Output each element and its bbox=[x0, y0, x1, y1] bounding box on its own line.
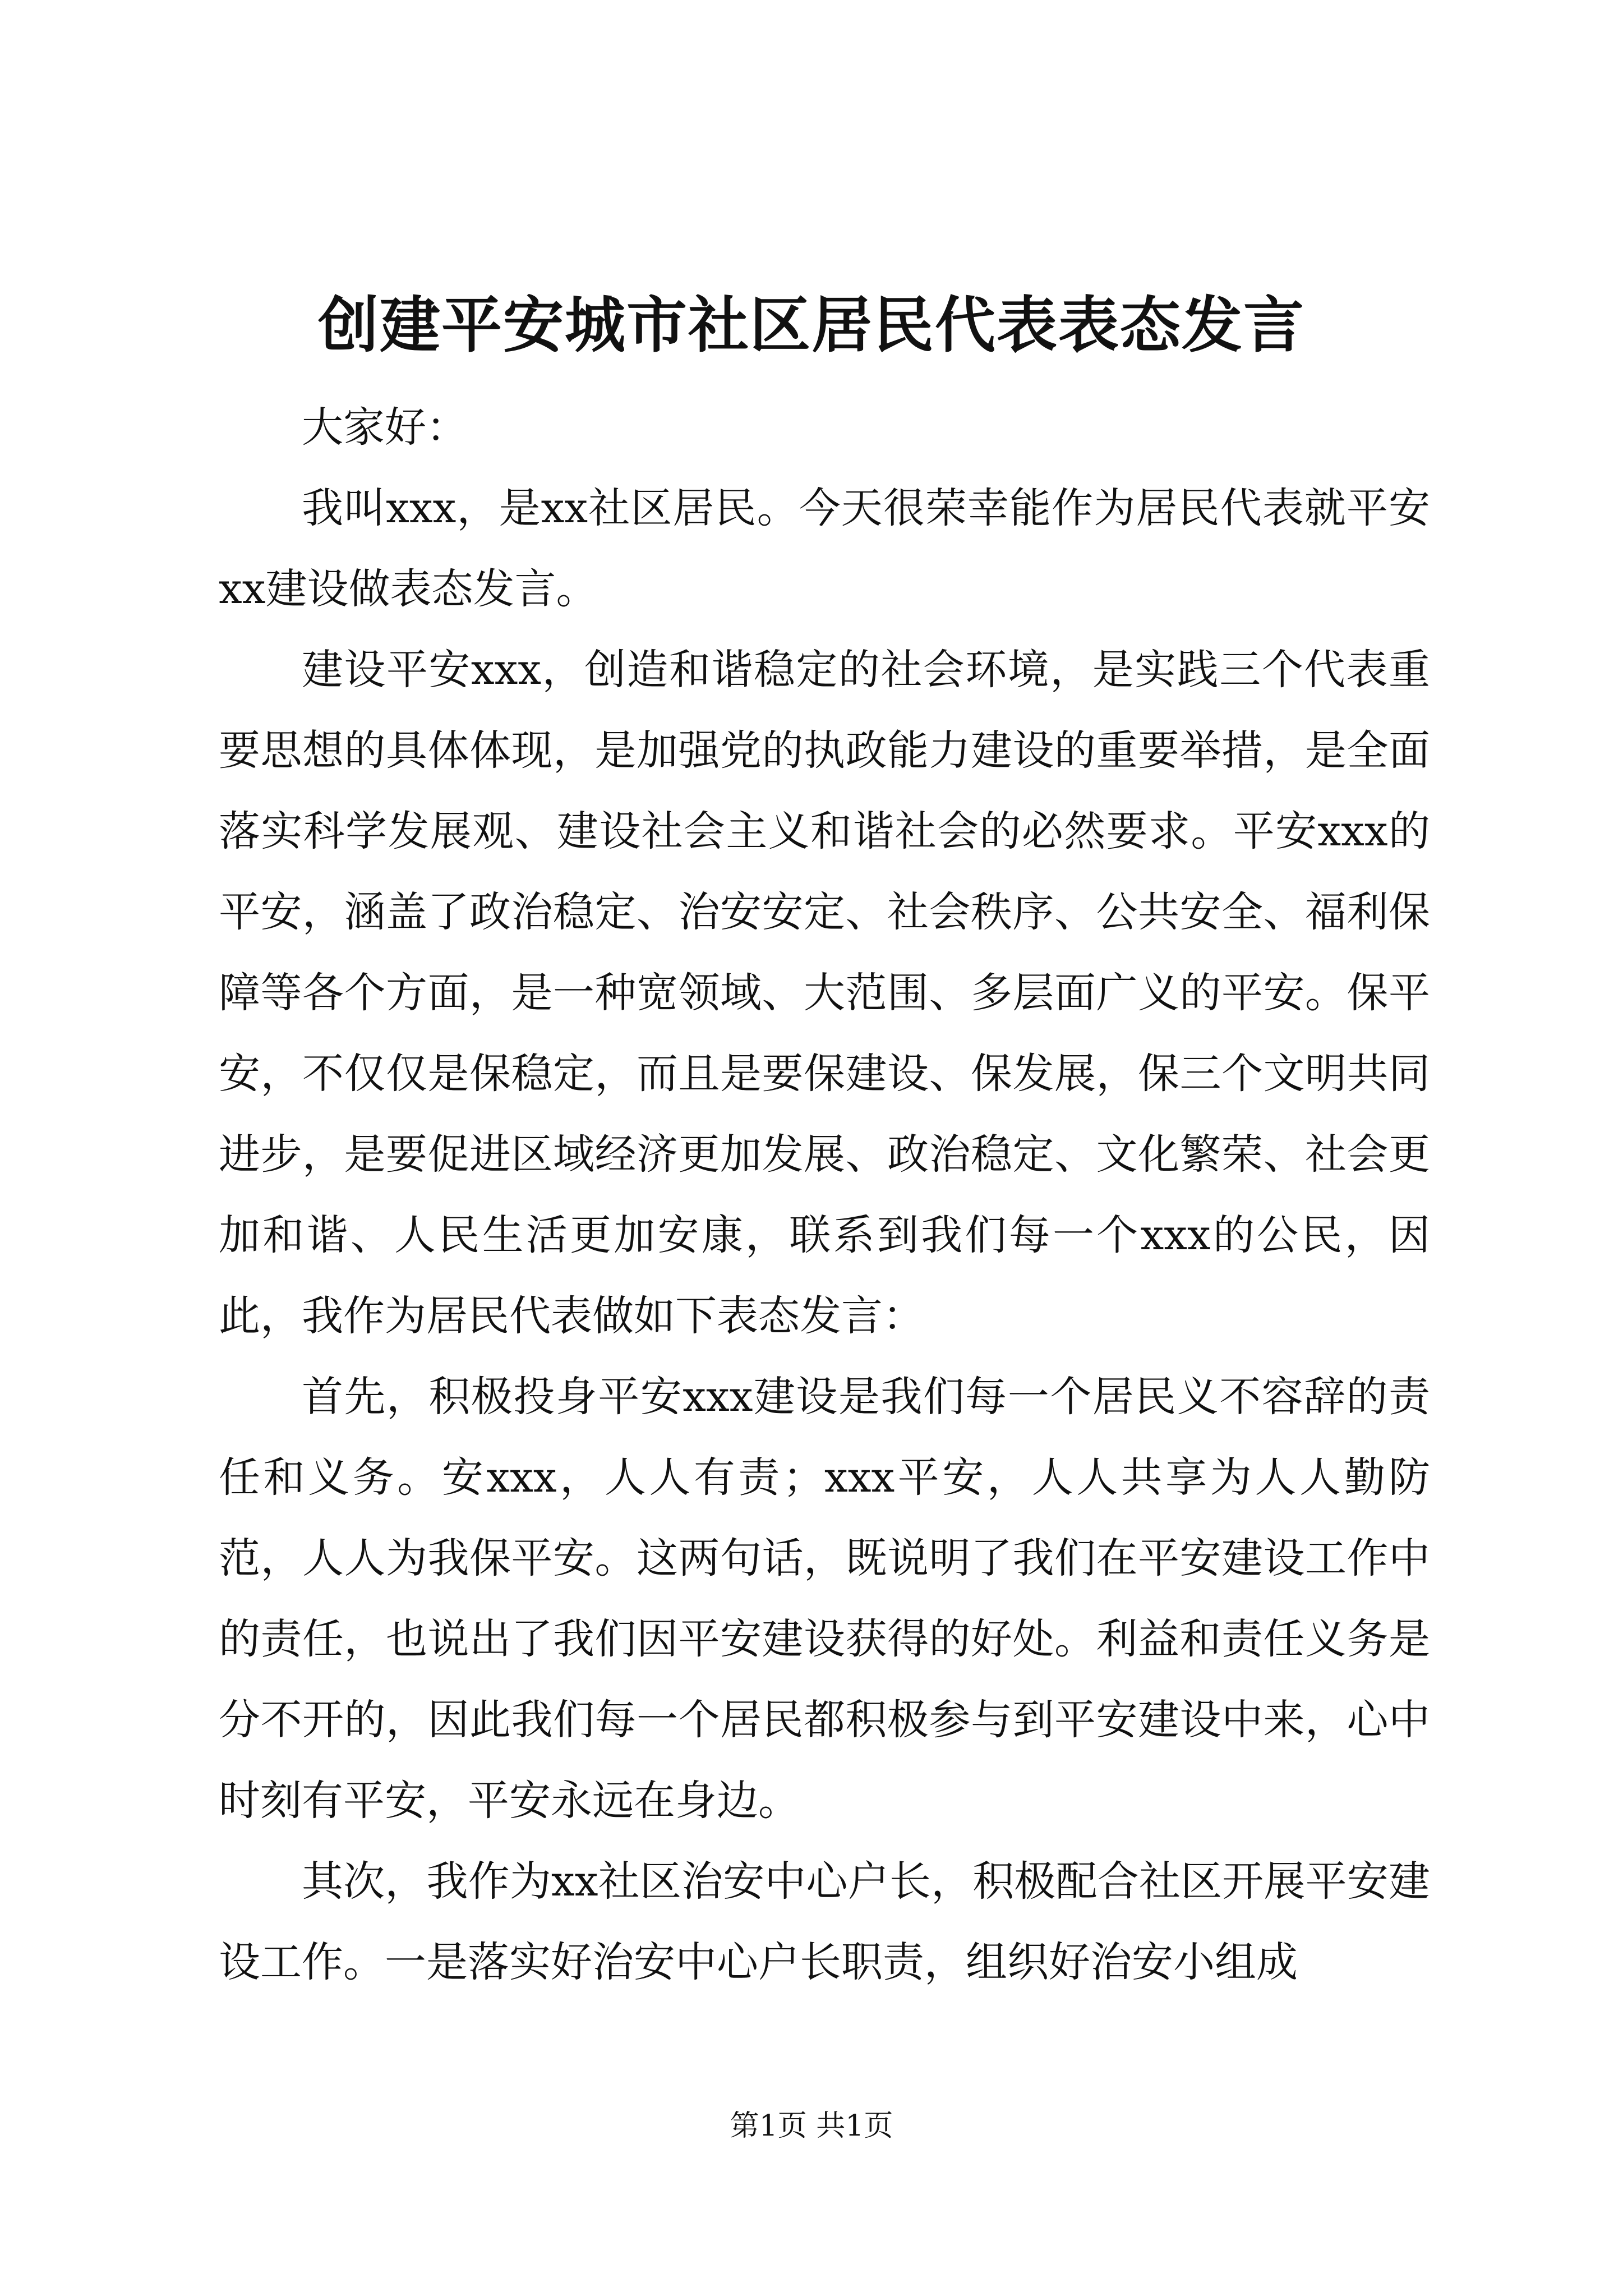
document-title: 创建平安城市社区居民代表表态发言 bbox=[317, 290, 1305, 361]
paragraph-background: 建设平安xxx，创造和谐稳定的社会环境，是实践三个代表重要思想的具体体现，是加强党的执政能力建设的重要举措，是全面落实科学发展观、建设社会主义和谐社会的必然要求。平安xxx的平安，涵盖了政治稳定、治安安定、社会秩序、公共安全、福利保障等各个方面，是一种宽领域、大范围、多层面广义的平安。保平安，不仅仅是保稳定，而且是要保建设、保发展，保三个文明共同进步，是要促进区域经济更加发展、政治稳定、文化繁荣、社会更加和谐、人民生活更加安康，联系到我们每一个xxx的公民，因此，我作为居民代表做如下表态发言： bbox=[219, 646, 1430, 1340]
paragraph-greeting: 大家好： bbox=[302, 403, 468, 452]
document-body bbox=[219, 387, 1430, 2003]
paragraph-introduction: 我叫xxx，是xx社区居民。今天很荣幸能作为居民代表就平安xx建设做表态发言。 bbox=[219, 484, 1430, 613]
paragraph-first-point: 首先，积极投身平安xxx建设是我们每一个居民义不容辞的责任和义务。安xxx，人人有责；xxx平安，人人共享为人人勤防范，人人为我保平安。这两句话，既说明了我们在平安建设工作中的责任，也说出了我们因平安建设获得的好处。利益和责任义务是分不开的，因此我们每一个居民都积极参与到平安建设中来，心中时刻有平安，平安永远在身边。 bbox=[219, 1373, 1430, 1825]
page-number-footer: 第1页 共1页 bbox=[730, 2109, 893, 2143]
paragraph-second-point: 其次，我作为xx社区治安中心户长，积极配合社区开展平安建设工作。一是落实好治安中心户长职责，组织好治安小组成 bbox=[219, 1857, 1430, 1986]
